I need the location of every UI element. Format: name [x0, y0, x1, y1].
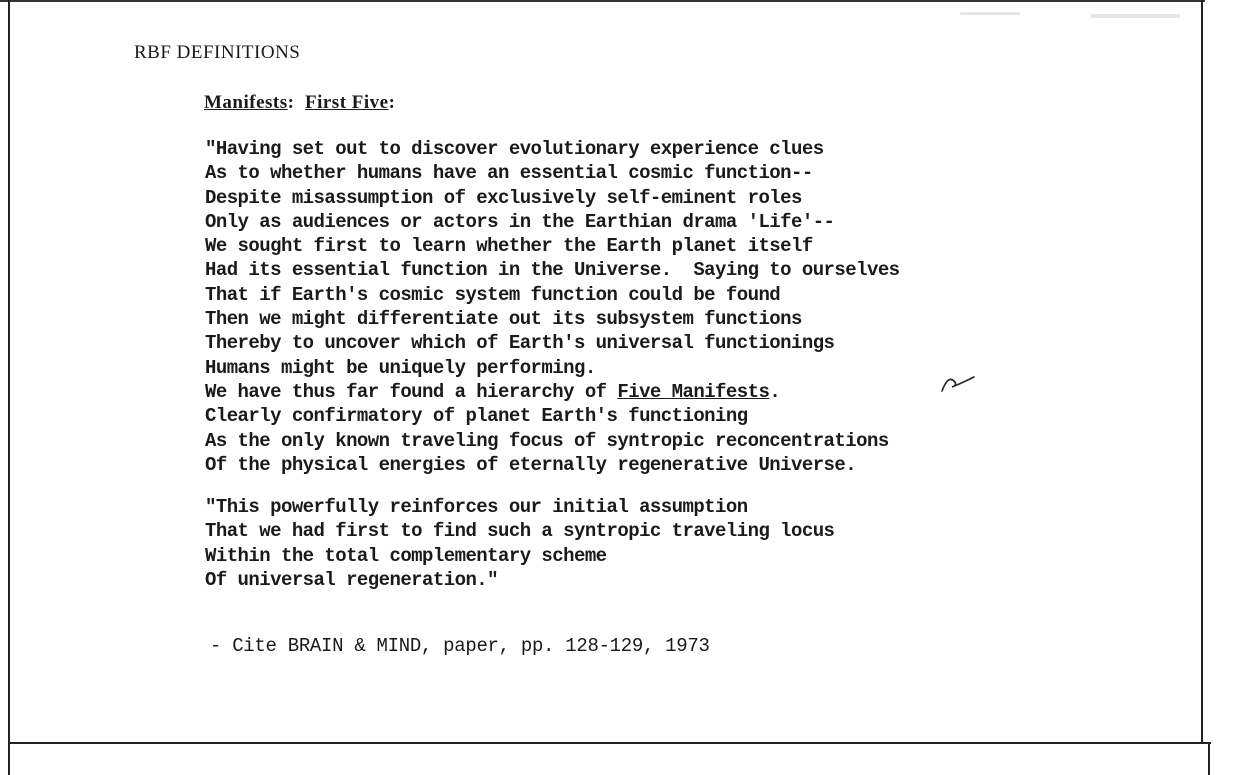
- quote-line: Despite misassumption of exclusively self-eminent roles: [205, 186, 802, 209]
- underlined-phrase: Five Manifests: [617, 380, 770, 403]
- quote-line: We sought first to learn whether the Earth planet itself: [205, 235, 813, 258]
- quote-line: Of the physical energies of eternally regenerative Universe.: [205, 453, 857, 476]
- quote-line: Of universal regeneration.": [205, 568, 499, 591]
- quote-line: "Having set out to discover evolutionary experience clues: [205, 138, 824, 160]
- citation: - Cite BRAIN & MIND, paper, pp. 128-129, 1973: [210, 635, 710, 657]
- quote-line: Only as audiences or actors in the Earthian drama 'Life'--: [205, 210, 835, 233]
- quote-line: That if Earth's cosmic system function could be found: [205, 283, 781, 306]
- quote-line: "This powerfully reinforces our initial assumption: [205, 496, 748, 518]
- section-heading: [204, 92, 395, 114]
- quote-line: Then we might differentiate out its subsystem functions: [205, 308, 802, 331]
- quote-line: Humans might be uniquely performing.: [205, 356, 596, 379]
- quote-line: Had its essential function in the Universe. Saying to ourselves: [205, 259, 900, 282]
- phrase-trailing: .: [769, 380, 781, 403]
- quote-stanza-2: [205, 495, 834, 592]
- paper-smudge: [1090, 14, 1180, 18]
- quote-line: That we had first to find such a syntropic traveling locus: [205, 520, 835, 543]
- quote-line: Thereby to uncover which of Earth's universal functionings: [205, 332, 835, 355]
- heading-subtitle: First Five: [304, 92, 389, 113]
- card-border-lower-right: [1208, 742, 1210, 775]
- paper-smudge: [960, 12, 1020, 15]
- heading-label: Manifests: [204, 92, 288, 113]
- quote-line: As to whether humans have an essential cosmic function--: [205, 162, 813, 185]
- handwritten-mark-icon: [940, 371, 976, 397]
- card-border-bottom: [8, 742, 1211, 744]
- card-border-left: [8, 0, 10, 775]
- quote-line: Within the total complementary scheme: [205, 544, 607, 567]
- quote-line-text: We have thus far found a hierarchy of: [205, 380, 618, 403]
- quote-stanza-1: [205, 137, 900, 477]
- document-title: RBF DEFINITIONS: [134, 42, 301, 63]
- heading-trailing: :: [388, 92, 396, 113]
- heading-separator: :: [287, 92, 305, 113]
- card-border-top: [0, 0, 1205, 2]
- quote-line-with-underline: [205, 380, 900, 404]
- card-border-right: [1201, 0, 1203, 742]
- quote-line: As the only known traveling focus of syntropic reconcentrations: [205, 429, 889, 452]
- quote-line: Clearly confirmatory of planet Earth's functioning: [205, 405, 748, 428]
